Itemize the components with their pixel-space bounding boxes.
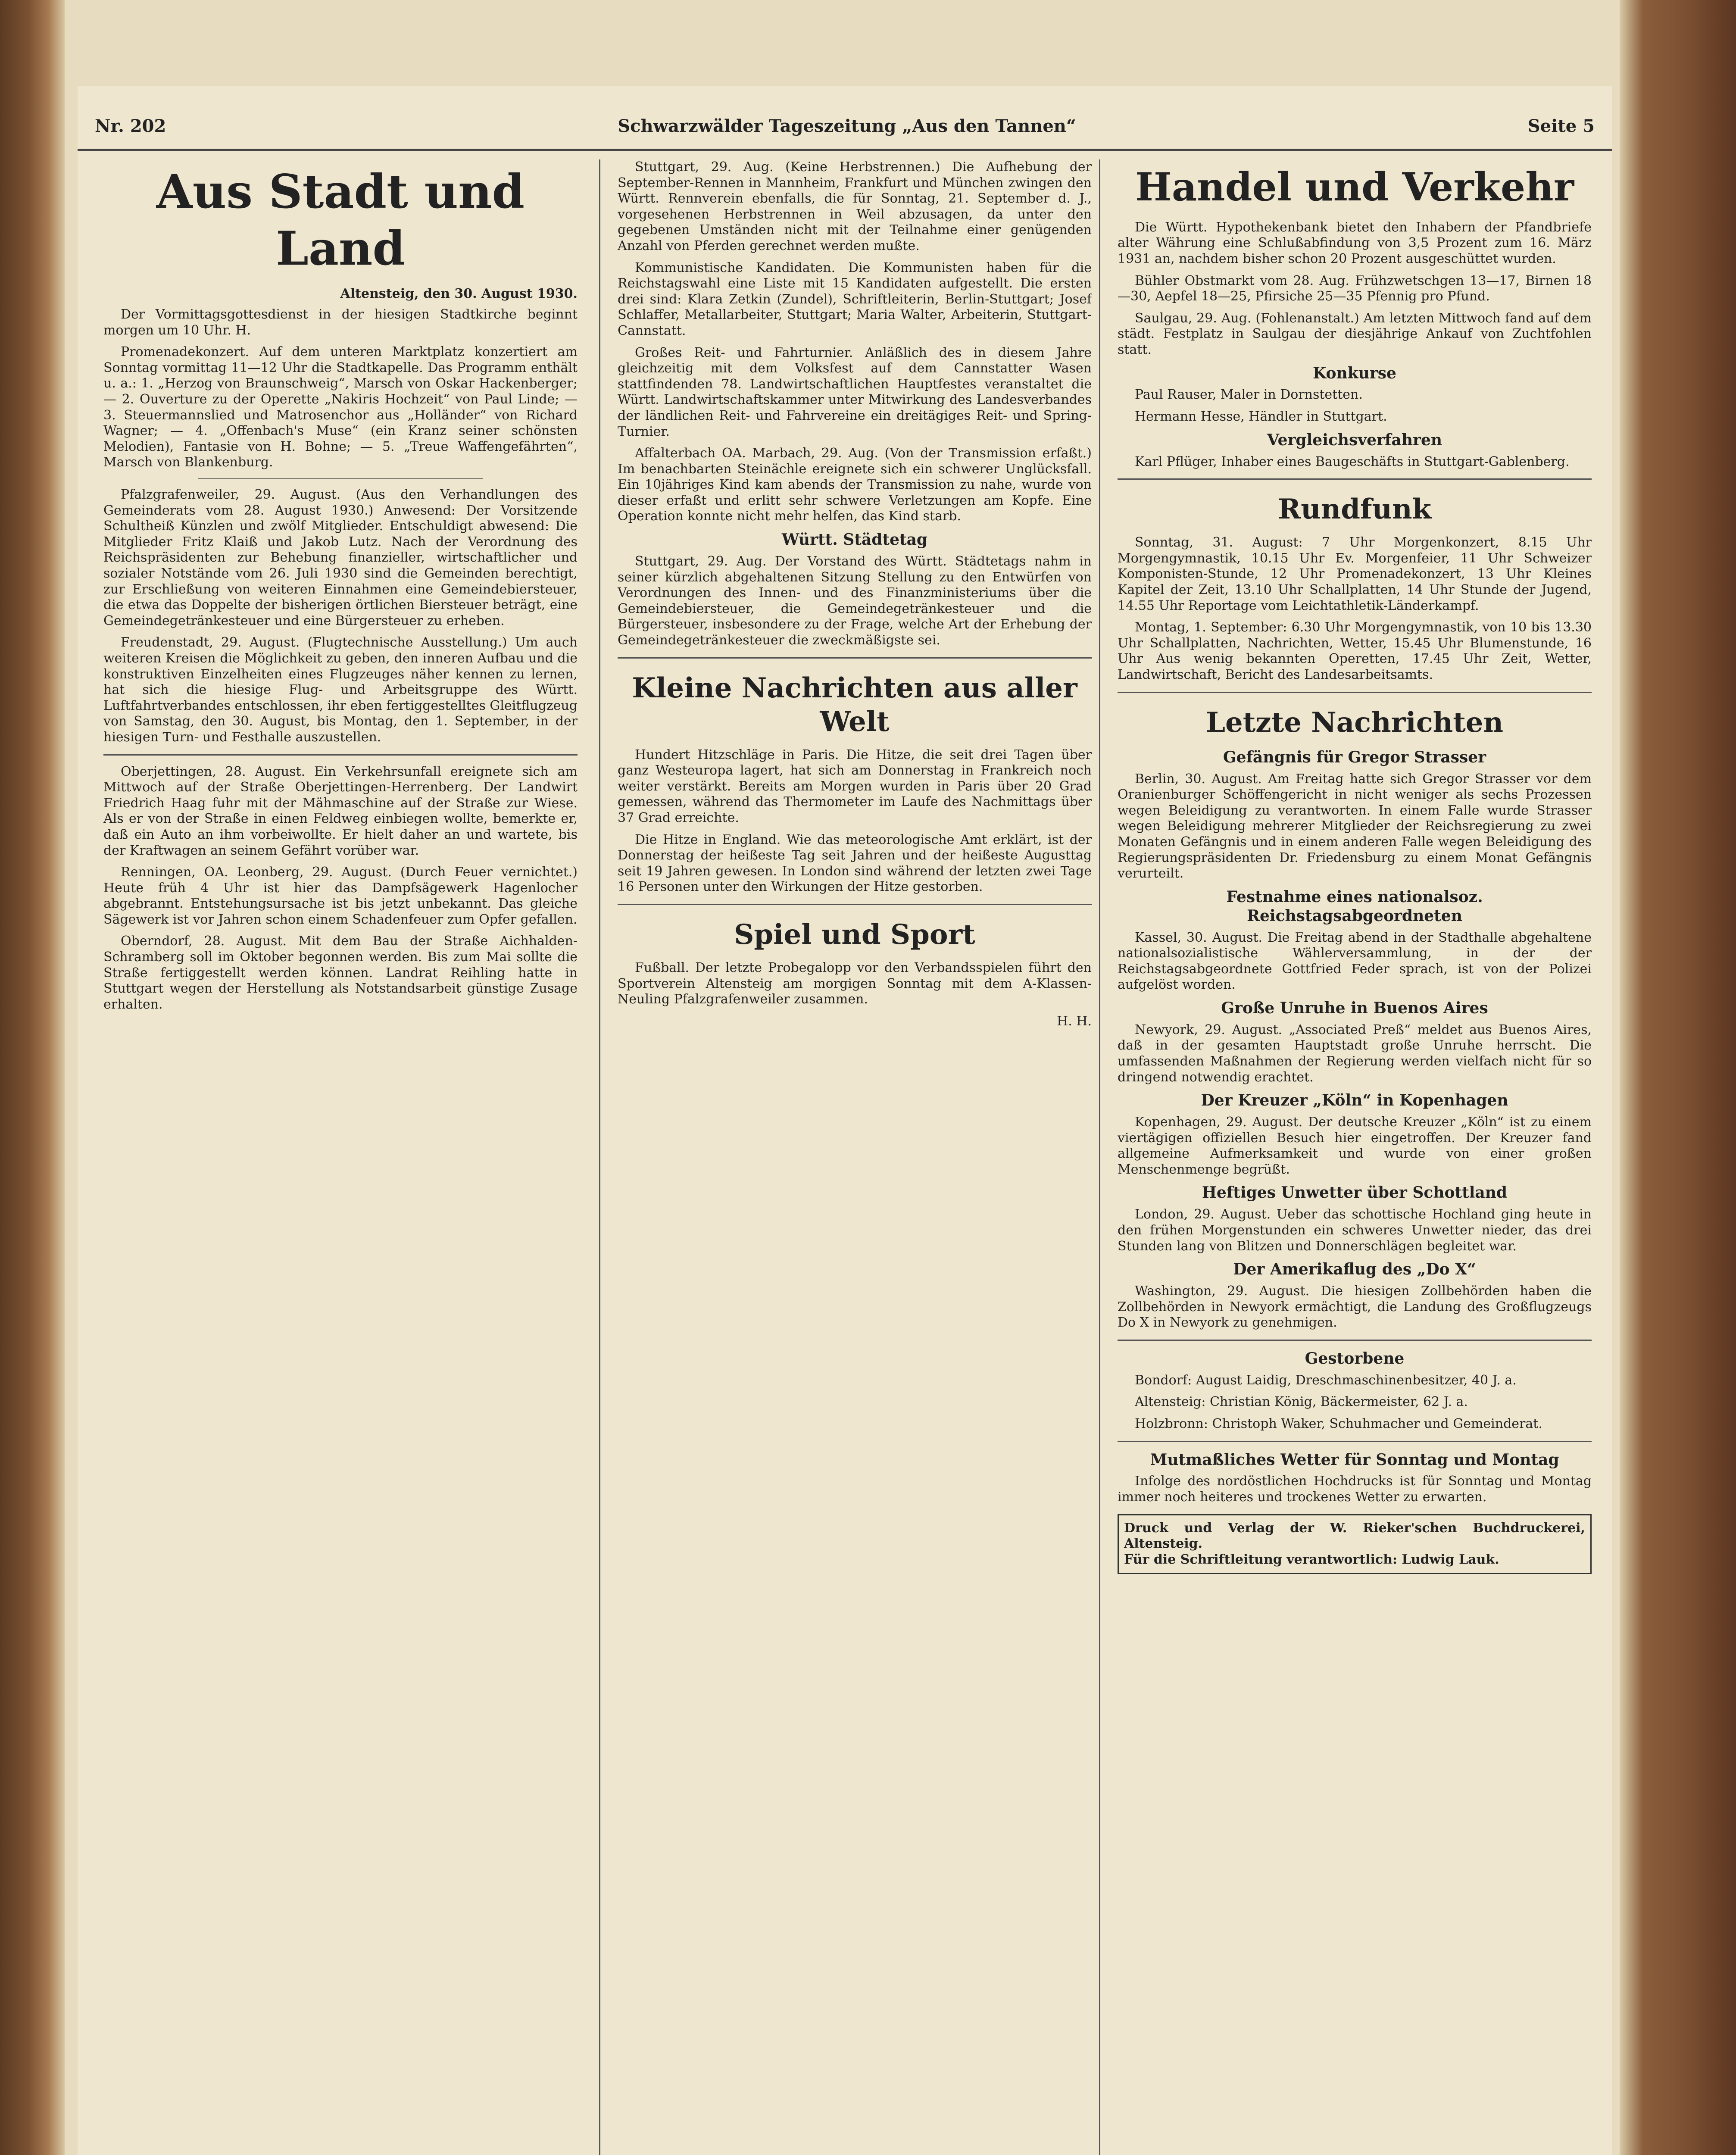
heading-festnahme: Festnahme eines nationalsoz. Reichstagsabgeordneten	[1226, 887, 1483, 925]
heading-koeln: Der Kreuzer „Köln“ in Kopenhagen	[1201, 1091, 1508, 1110]
newspaper-page	[78, 86, 1612, 2155]
article-schottland: London, 29. August. Ueber das schottische Hochland ging heute in den frühen Morgenstunden ein schweres Unwetter nieder, das drei Stunden lang von Blitzen und Donnerschlägen begleitet war.	[1118, 1207, 1592, 1254]
divider	[103, 754, 578, 756]
article-pfalzgrafenweiler: Pfalzgrafenweiler, 29. August. (Aus den Verhandlungen des Gemeinderats vom 28. August 1930.) Anwesend: Der Vorsitzende Schultheiß Künzlen und zwölf Mitglieder. Entschuldigt abwesend: Die Mitglieder Fritz Klaiß und Jakob Lutz. Nach der Verordnung des Reichspräsidenten zur Behebung finanzieller, wirtschaftlicher und sozialer Notstände vom 26. Juli 1930 sind die Gemeinden berechtigt, zur Erschließung von weiteren Einnahmen eine Gemeindebiersteuer, die etwa das Doppelte der bisherigen örtlichen Biersteuer beträgt, eine Gemeindegetränkesteuer und eine Bürgersteuer zu erheben.	[103, 487, 578, 628]
imprint-box	[1118, 1514, 1592, 1574]
divider	[1118, 478, 1592, 480]
article-staedtetag: Stuttgart, 29. Aug. Der Vorstand des Württ. Städtetags nahm in seiner kürzlich abgehaltenen Sitzung Stellung zu den Entwürfen von Verordnungen des Innen- und des Finanzministeriums über die Gemeindebiersteuer, die Gemeindegetränkesteuer und die Bürgersteuer, insbesondere zu der Frage, welche Art der Erhebung der Gemeindegetränkesteuer die zweckmäßigste sei.	[618, 553, 1092, 648]
heading-vergleich: Vergleichsverfahren	[1267, 431, 1443, 449]
gestorbene-item: Altensteig: Christian König, Bäckermeister, 62 J. a.	[1135, 1394, 1468, 1410]
divider	[198, 478, 483, 479]
rundfunk-sonntag: Sonntag, 31. August: 7 Uhr Morgenkonzert, 8.15 Uhr Morgengymnastik, 10.15 Uhr Ev. Morgenfeier, 11 Uhr Schweizer Komponisten-Stunde, 12 Uhr Promenadekonzert, 13 Uhr Kleines Kapitel der Zeit, 13.10 Uhr Schallplatten, 14 Uhr Stunde der Jugend, 14.55 Uhr Reportage vom Leichtathletik-Länderkampf.	[1118, 535, 1592, 613]
dateline: Altensteig, den 30. August 1930.	[340, 286, 578, 301]
heading-unwetter: Heftiges Unwetter über Schottland	[1202, 1184, 1508, 1202]
divider	[1118, 692, 1592, 693]
heading-strasser: Gefängnis für Gregor Strasser	[1223, 748, 1486, 766]
page-number: Seite 5	[1527, 116, 1595, 136]
article-kommunisten: Kommunistische Kandidaten. Die Kommunisten haben für die Reichstagswahl eine Liste mit 15 Kandidaten aufgestellt. Die ersten drei sind: Klara Zetkin (Zundel), Schriftleiterin, Berlin-Stuttgart; Josef Schlaffer, Metallarbeiter, Stuttgart; Maria Walter, Arbeiterin, Stuttgart-Cannstatt.	[618, 260, 1092, 338]
article-paris-hitze: Hundert Hitzschläge in Paris. Die Hitze, die seit drei Tagen über ganz Westeuropa lagert, hat sich am Donnerstag in Frankreich noch weiter verstärkt. Bereits am Morgen wurden in Paris über 20 Grad gemessen, während das Thermometer im Laufe des Nachmittags über 37 Grad erreichte.	[618, 747, 1092, 826]
article-oberndorf: Oberndorf, 28. August. Mit dem Bau der Straße Aichhalden-Schramberg soll im Oktober begonnen werden. Bis zum Mai sollte die Straße fertiggestellt werden können. Landrat Reihling hatte in Stuttgart wegen der Herstellung als Notstandsarbeit günstige Zusage erhalten.	[103, 934, 578, 1012]
article-strasser: Berlin, 30. August. Am Freitag hatte sich Gregor Strasser vor dem Oranienburger Schöffengericht in nicht weniger als sechs Prozessen wegen Beleidigung zu verantworten. In einem Falle wurde Strasser wegen Beleidigung mehrerer Mitglieder der Reichsregierung zu zwei Monaten Gefängnis und in einem anderen Falle wegen Beleidigung des Regierungspräsidenten Dr. Friedensburg zu einem Monat Gefängnis verurteilt.	[1118, 771, 1592, 881]
page-header	[78, 103, 1612, 151]
heading-do-x: Der Amerikaflug des „Do X“	[1233, 1260, 1476, 1279]
column-left	[103, 159, 578, 2155]
column-middle	[599, 159, 1092, 2155]
vergleich-item: Karl Pflüger, Inhaber eines Baugeschäfts in Stuttgart-Gablenberg.	[1135, 454, 1570, 469]
article-reitturnier: Großes Reit- und Fahrturnier. Anläßlich des in diesem Jahre gleichzeitig mit dem Volksfest auf dem Cannstatter Wasen stattfindenden 78. Landwirtschaftlichen Hauptfestes veranstaltet die Württ. Landwirtschaftskammer unter Mitwirkung des Landesverbandes der ländlichen Reit- und Fahrvereine ein dreitägiges Reit- und Spring-Turnier.	[618, 345, 1092, 439]
rundfunk-montag: Montag, 1. September: 6.30 Uhr Morgengymnastik, von 10 bis 13.30 Uhr Schallplatten, Nachrichten, Wetter, 15.45 Uhr Blumenstunde, 16 Uhr Aus wenig bekannten Operetten, 17.45 Uhr Zeit, Wetter, Landwirtschaft, Bericht des Landesarbeitsamts.	[1118, 620, 1592, 682]
article-do-x: Washington, 29. August. Die hiesigen Zollbehörden haben die Zollbehörden in Newyork ermächtigt, die Landung des Großflugzeugs Do X in Newyork zu genehmigen.	[1118, 1284, 1592, 1330]
section-title-rundfunk: Rundfunk	[1278, 493, 1431, 526]
article-kassel: Kassel, 30. August. Die Freitag abend in der Stadthalle abgehaltene nationalsozialistische Wählerversammlung, in der der Reichstagsabgeordnete Gottfried Feder sprach, ist von der Polizei aufgelöst worden.	[1118, 930, 1592, 993]
heading-buenos-aires: Große Unruhe in Buenos Aires	[1221, 999, 1488, 1017]
section-title-kleine-nachrichten: Kleine Nachrichten aus aller Welt	[632, 671, 1077, 738]
article-england-hitze: Die Hitze in England. Wie das meteorologische Amt erklärt, ist der Donnerstag der heißeste Tag seit Jahren und der heißeste Augusttag seit 19 Jahren gewesen. In London sind während der letzten zwei Tage 16 Personen unter den Wirkungen der Hitze gestorben.	[618, 832, 1092, 895]
section-title-letzte-nachrichten: Letzte Nachrichten	[1206, 706, 1503, 739]
book-binding-left	[0, 0, 65, 2155]
article-wetter: Infolge des nordöstlichen Hochdrucks ist für Sonntag und Montag immer noch heiteres und trockenes Wetter zu erwarten.	[1118, 1474, 1592, 1505]
article-oberjettingen: Oberjettingen, 28. August. Ein Verkehrsunfall ereignete sich am Mittwoch auf der Straße Oberjettingen-Herrenberg. Der Landwirt Friedrich Haag fuhr mit der Mähmaschine auf der Straße zur Wiese. Als er von der Straße in einen Feldweg einbiegen wollte, bemerkte er, daß ein Auto an ihm vorbeiwollte. Er hielt daher an und wartete, bis der Kraftwagen an seinem Gefährt vorüber war.	[103, 764, 578, 858]
section-title-handel: Handel und Verkehr	[1135, 164, 1574, 210]
divider	[618, 904, 1092, 905]
gestorbene-item: Holzbronn: Christoph Waker, Schuhmacher und Gemeinderat.	[1135, 1416, 1542, 1431]
konkurs-item: Paul Rauser, Maler in Dornstetten.	[1135, 387, 1363, 403]
divider	[1118, 1441, 1592, 1442]
article-koeln: Kopenhagen, 29. August. Der deutsche Kreuzer „Köln“ ist zu einem viertägigen offiziellen Besuch hier eingetroffen. Der Kreuzer fand allgemeine Aufmerksamkeit und wurde von einer großen Menschenmenge begrüßt.	[1118, 1115, 1592, 1177]
article-affalterbach: Affalterbach OA. Marbach, 29. Aug. (Von der Transmission erfaßt.) Im benachbarten Steinächle ereignete sich ein schwerer Unglücksfall. Ein 10jähriges Kind kam abends der Transmission zu nahe, wurde von dieser erfaßt und erlitt sehr schwere Verletzungen am Kopfe. Eine Operation konnte nicht mehr helfen, das Kind starb.	[618, 446, 1092, 524]
heading-konkurse: Konkurse	[1313, 364, 1396, 382]
konkurs-item: Hermann Hesse, Händler in Stuttgart.	[1135, 409, 1387, 425]
article-herbstrennen: Stuttgart, 29. Aug. (Keine Herbstrennen.) Die Aufhebung der September-Rennen in Mannheim, Frankfurt und München zwingen den Württ. Rennverein ebenfalls, die für Sonntag, 21. September d. J., vorgesehenen Herbstrennen in Weil abzusagen, da unter den gegebenen Umständen nicht mit der Teilnahme einer genügenden Anzahl von Pferden gerechnet werden mußte.	[618, 159, 1092, 253]
masthead: Schwarzwälder Tageszeitung „Aus den Tannen“	[618, 116, 1076, 136]
article-gottesdienst: Der Vormittagsgottesdienst in der hiesigen Stadtkirche beginnt morgen um 10 Uhr. H.	[103, 307, 578, 338]
signature: H. H.	[1057, 1013, 1092, 1029]
article-promenadekonzert: Promenadekonzert. Auf dem unteren Marktplatz konzertiert am Sonntag vormittag 11—12 Uhr die Stadtkapelle. Das Programm enthält u. a.: 1. „Herzog von Braunschweig“, Marsch von Oskar Hackenberger; — 2. Ouverture zu der Operette „Nakiris Hochzeit“ von Paul Linde; — 3. Steuermannslied und Matrosenchor aus „Holländer“ von Richard Wagner; — 4. „Offenbach's Muse“ (ein Kranz seiner schönsten Melodien), Fantasie von H. Bohne; — 5. „Treue Waffengefährten“, Marsch von Blankenburg.	[103, 344, 578, 470]
section-title-spiel-sport: Spiel und Sport	[734, 918, 975, 951]
article-fussball: Fußball. Der letzte Probegalopp vor den Verbandsspielen führt den Sportverein Altensteig am morgigen Sonntag mit dem A-Klassen-Neuling Pfalzgrafenweiler zusammen.	[618, 960, 1092, 1007]
article-hypothekenbank: Die Württ. Hypothekenbank bietet den Inhabern der Pfandbriefe alter Währung eine Schlußabfindung von 3,5 Prozent zum 16. März 1931 an, nachdem bisher schon 20 Prozent ausgeschüttet wurden.	[1118, 219, 1592, 266]
article-renningen: Renningen, OA. Leonberg, 29. August. (Durch Feuer vernichtet.) Heute früh 4 Uhr ist hier das Dampfsägewerk Hagenlocher abgebrannt. Entstehungsursache ist bis jetzt unbekannt. Das gleiche Sägewerk ist vor Jahren schon einem Schadenfeuer zum Opfer gefallen.	[103, 865, 578, 927]
divider	[618, 657, 1092, 659]
issue-number: Nr. 202	[95, 116, 166, 136]
column-right	[1099, 159, 1592, 2155]
book-binding-right	[1620, 0, 1736, 2155]
heading-staedtetag: Württ. Städtetag	[781, 531, 928, 549]
article-saulgau: Saulgau, 29. Aug. (Fohlenanstalt.) Am letzten Mittwoch fand auf dem städt. Festplatz in Saulgau der diesjährige Ankauf von Zuchtfohlen statt.	[1118, 310, 1592, 357]
imprint-editor: Für die Schriftleitung verantwortlich: Ludwig Lauk.	[1124, 1552, 1499, 1567]
gestorbene-item: Bondorf: August Laidig, Dreschmaschinenbesitzer, 40 J. a.	[1135, 1372, 1517, 1388]
heading-gestorbene: Gestorbene	[1305, 1349, 1405, 1368]
divider	[1118, 1340, 1592, 1341]
article-buenos-aires: Newyork, 29. August. „Associated Preß“ meldet aus Buenos Aires, daß in der gesamten Hauptstadt große Unruhe herrscht. Die umfassenden Maßnahmen der Regierung werden vielfach nicht für so dringend notwendig erachtet.	[1118, 1022, 1592, 1085]
section-title-stadt-land: Aus Stadt und Land	[156, 165, 525, 276]
article-obstmarkt: Bühler Obstmarkt vom 28. Aug. Frühzwetschgen 13—17, Birnen 18—30, Aepfel 18—25, Pfirsiche 25—35 Pfennig pro Pfund.	[1118, 273, 1592, 304]
heading-wetter: Mutmaßliches Wetter für Sonntag und Montag	[1150, 1450, 1559, 1469]
article-freudenstadt: Freudenstadt, 29. August. (Flugtechnische Ausstellung.) Um auch weiteren Kreisen die Möglichkeit zu geben, den inneren Aufbau und die konstruktiven Einzelheiten eines Flugzeuges näher kennen zu lernen, hat sich die hiesige Flug- und Arbeitsgruppe des Württ. Luftfahrtverbandes entschlossen, ihr eben fertiggestelltes Gleitflugzeug von Samstag, den 30. August, bis Montag, den 1. September, in der hiesigen Turn- und Festhalle auszustellen.	[103, 635, 578, 745]
imprint-publisher: Druck und Verlag der W. Rieker'schen Buchdruckerei, Altensteig.	[1124, 1520, 1585, 1552]
